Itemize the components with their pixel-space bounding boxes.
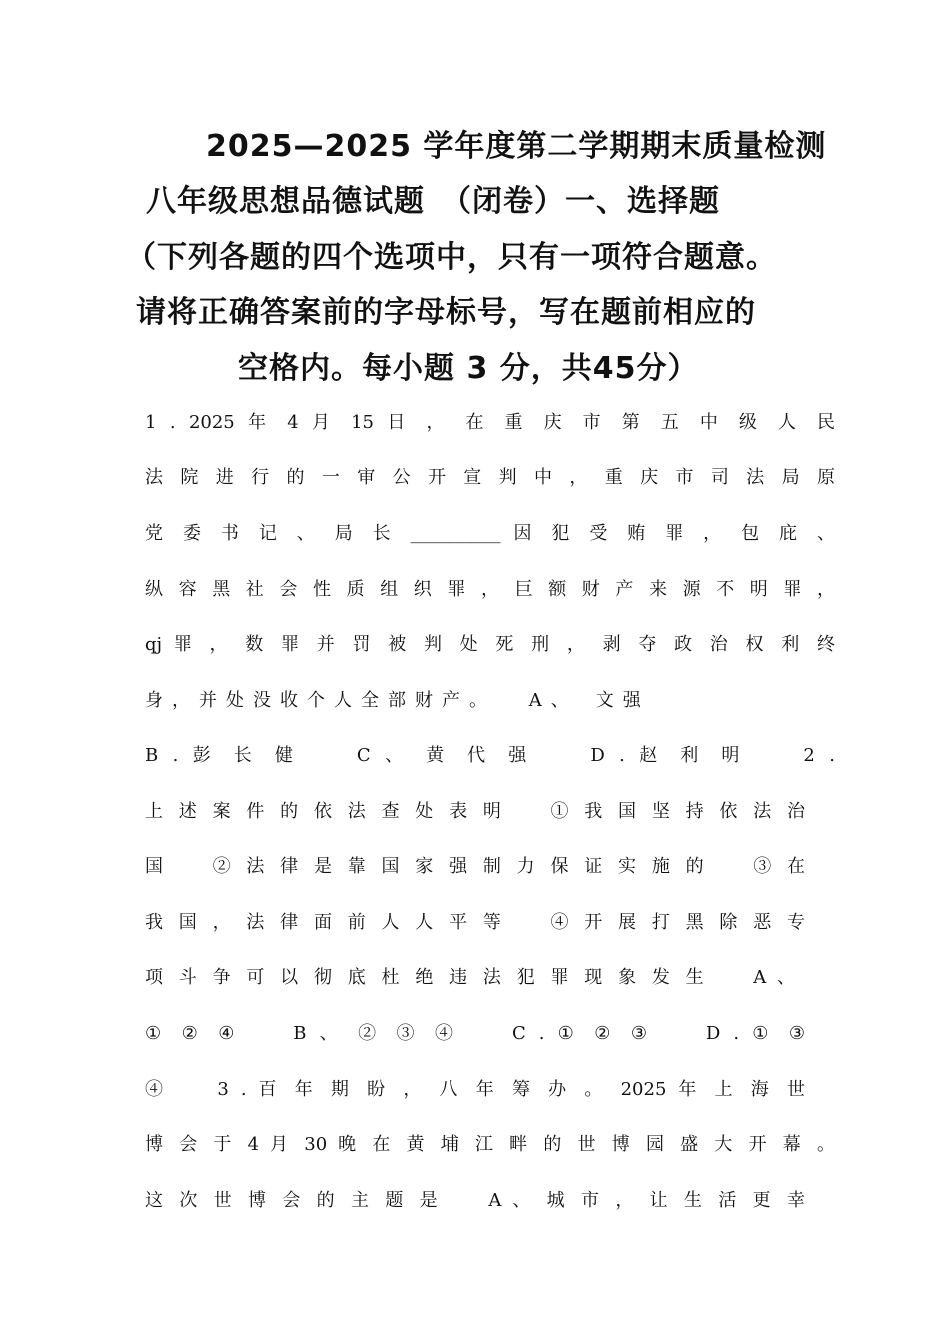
question-text-line: B . 彭 长 健 C 、 黄 代 强 D . 赵 利 明 2 . <box>145 745 835 766</box>
question-text-line: ④ 3 . 百 年 期 盼 ， 八 年 筹 办 。 2025 年 上 海 世 <box>145 1079 805 1100</box>
question-text-line: 纵 容 黑 社 会 性 质 组 织 罪 ， 巨 额 财 产 来 源 不 明 罪 ， <box>145 579 835 600</box>
question-text-line: ① ② ④ B 、 ② ③ ④ C . ① ② ③ D . ① ③ <box>145 1023 805 1044</box>
question-text-line: 项 斗 争 可 以 彻 底 杜 绝 违 法 犯 罪 现 象 发 生 A 、 <box>145 967 795 988</box>
question-text-line: 国 ② 法 律 是 靠 国 家 强 制 力 保 证 实 施 的 ③ 在 <box>145 856 805 877</box>
section-instructions: （下列各题的四个选项中，只有一项符合题意。 <box>126 240 777 275</box>
question-text-line: 1 . 2025 年 4 月 15 日 ， 在 重 庆 市 第 五 中 级 人 民 <box>145 412 835 433</box>
question-text-line: 这 次 世 博 会 的 主 题 是 A 、 城 市 ， 让 生 活 更 幸 <box>145 1190 805 1211</box>
question-text-line: 我 国 ， 法 律 面 前 人 人 平 等 ④ 开 展 打 黑 除 恶 专 <box>145 912 805 933</box>
question-text-line: 党 委 书 记 、 局 长 __________ 因 犯 受 贿 罪 ， 包 庇 、 <box>145 523 835 544</box>
section-instructions: 请将正确答案前的字母标号，写在题前相应的 <box>136 295 756 330</box>
question-text-line: 身，并处没收个人全部财产。 A、 文强 <box>145 690 650 711</box>
question-text-line: 博 会 于 4 月 30 晚 在 黄 埔 江 畔 的 世 博 园 盛 大 开 幕 。 <box>145 1134 835 1155</box>
question-text-line: 上 述 案 件 的 依 法 查 处 表 明 ① 我 国 坚 持 依 法 治 <box>145 801 805 822</box>
exam-title: 2025—2025 学年度第二学期期末质量检测 <box>206 129 827 164</box>
section-instructions: 空格内。每小题 3 分，共45分） <box>238 351 699 386</box>
question-text-line: 法 院 进 行 的 一 审 公 开 宣 判 中 ， 重 庆 市 司 法 局 原 <box>145 467 835 488</box>
question-text-line: qj 罪 ， 数 罪 并 罚 被 判 处 死 刑 ， 剥 夺 政 治 权 利 终 <box>145 634 835 655</box>
exam-subtitle: 八年级思想品德试题 （闭卷）一、选择题 <box>146 184 720 219</box>
